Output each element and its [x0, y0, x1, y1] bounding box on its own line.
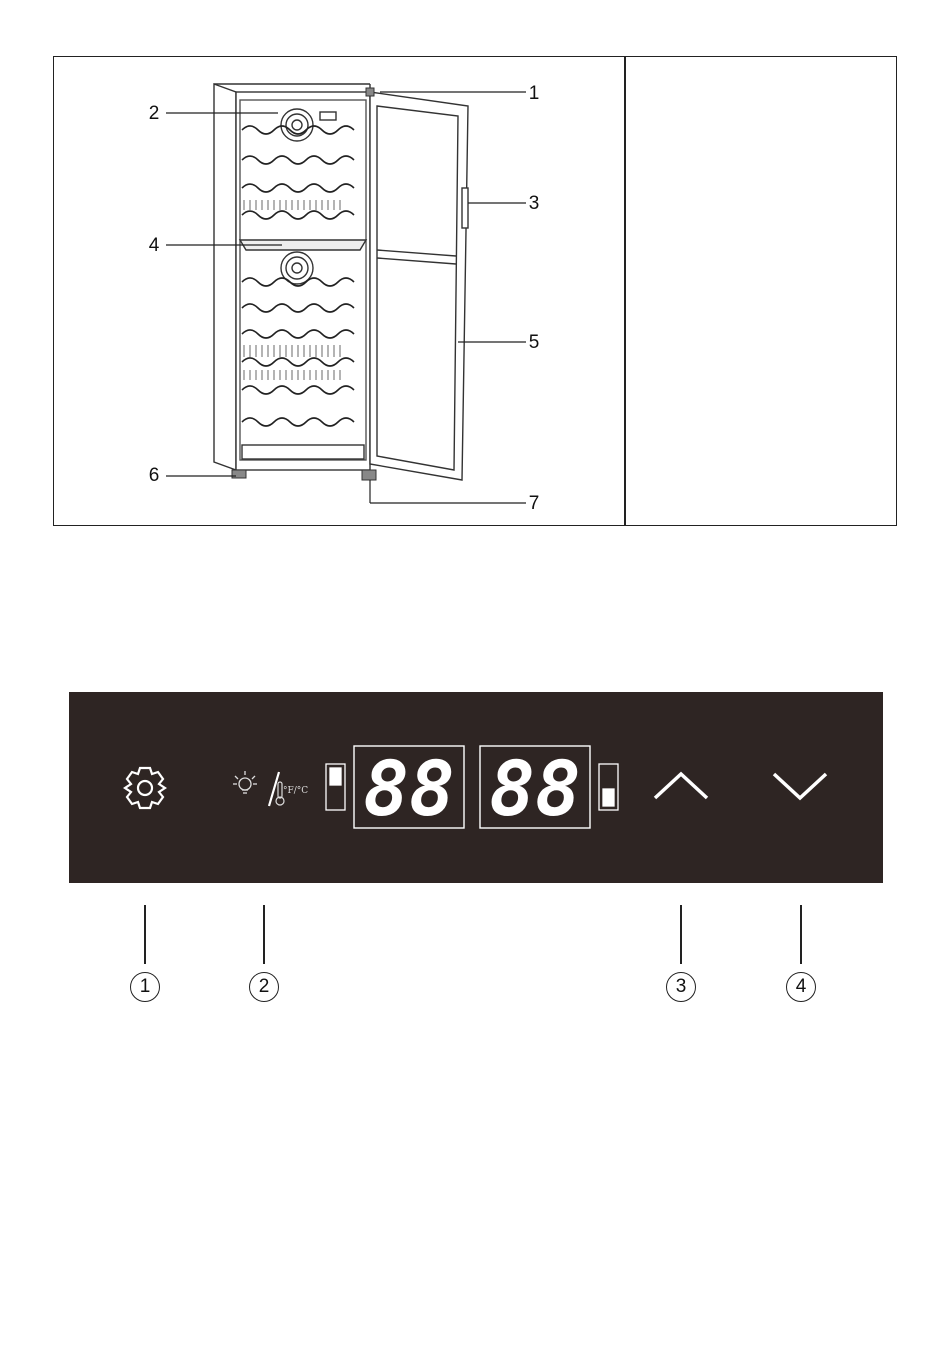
callout-7: 7: [528, 493, 540, 514]
chevron-up-icon[interactable]: [655, 774, 707, 798]
wine-cooler-illustration: [54, 57, 624, 525]
figure-divider: [624, 56, 626, 526]
callout-4: 4: [148, 235, 160, 256]
callout-1: 1: [528, 83, 540, 104]
leader-line-1: [144, 905, 146, 964]
right-display-digits: 88: [489, 744, 581, 833]
left-zone-indicator: [326, 764, 345, 810]
label-circle-1: 1: [130, 972, 160, 1002]
callout-3: 3: [528, 193, 540, 214]
control-panel: [69, 692, 883, 883]
label-circle-3: 3: [666, 972, 696, 1002]
label-circle-2: 2: [249, 972, 279, 1002]
callout-6: 6: [148, 465, 160, 486]
right-zone-indicator: [599, 764, 618, 810]
leader-line-2: [263, 905, 265, 964]
callout-5: 5: [528, 332, 540, 353]
leader-line-4: [800, 905, 802, 964]
light-icon[interactable]: [233, 771, 257, 793]
label-circle-4: 4: [786, 972, 816, 1002]
gear-icon[interactable]: [125, 768, 165, 808]
callout-2: 2: [148, 103, 160, 124]
chevron-down-icon[interactable]: [774, 774, 826, 798]
leader-line-3: [680, 905, 682, 964]
temp-unit-label: °F/°C: [283, 786, 309, 796]
left-display-digits: 88: [363, 744, 455, 833]
